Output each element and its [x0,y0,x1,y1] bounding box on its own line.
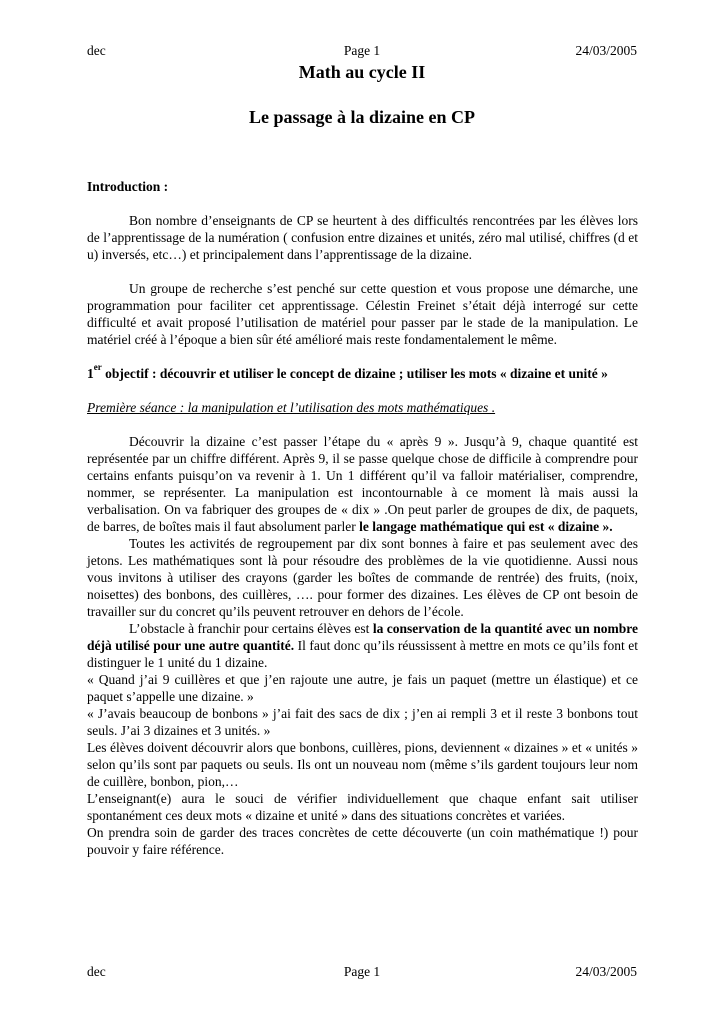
header-page-number: Page 1 [343,43,381,58]
footer-date: 24/03/2005 [575,964,637,979]
page-header [87,43,637,61]
header-date: 24/03/2005 [575,43,637,58]
document-title: Math au cycle II [298,62,426,82]
footer-author: dec [87,964,106,979]
objective-superscript: er [93,362,102,372]
p5-text-start: L’obstacle à franchir pour certains élèves est [129,621,373,636]
body-paragraph-5 [87,620,638,671]
intro-paragraph-1: Bon nombre d’enseignants de CP se heurtent à des difficultés rencontrées par les élèves lors de l’apprentissage de la numération ( confusion entre dizaines et unités, zéro mal utilisé, chiffres (d et u) inversés, etc…) et principalement dans l’apprentissage de la dizaine. [87,213,638,262]
header-author: dec [87,43,106,58]
intro-paragraph-2: Un groupe de recherche s’est penché sur cette question et vous propose une démarche, une programmation pour faciliter cet apprentissage. Célestin Freinet s’était déjà interrogé sur cette difficulté et avait proposé l’utilisation de matériel pour passer par le stade de la manipulation. Le matériel créé à l’époque a bien sûr été amélioré mais reste fondamentalement le même. [87,281,638,347]
body-paragraph-9: L’enseignant(e) aura le souci de vérifier individuellement que chaque enfant sait utiliser spontanément ces deux mots « dizaine et unité » dans des situations concrètes et variées. [87,791,638,823]
body-paragraph-8: Les élèves doivent découvrir alors que bonbons, cuillères, pions, deviennent « dizaines » et « unités » selon qu’ils sont par paquets ou seuls. Ils ont un nouveau nom (même s’ils gardent toujours leur nom de cuillère, bonbon, pion,… [87,740,638,789]
body-paragraph-4: Toutes les activités de regroupement par dix sont bonnes à faire et pas seulement avec des jetons. Les mathématiques sont là pour résoudre des problèmes de la vie quotidienne. Aussi nous vous invitons à utiliser des crayons (garder les boîtes de commande de rentrée) des fruits, (noix, noisettes) des bonbons, des cuillères, …. pour former des dizaines. Les élèves de CP ont besoin de travailler sur du concret qu’ils peuvent retrouver en dehors de l’école. [87,536,638,619]
p5-text-end: Il faut donc qu’ils réussissent à mettre en mots ce qu’ils font et distinguer le 1 unité du 1 dizaine. [87,638,638,670]
body-paragraph-3 [87,433,638,535]
objective-heading [87,362,638,382]
quote-paragraph-1: « Quand j’ai 9 cuillères et que j’en rajoute une autre, je fais un paquet (mettre un élastique) et ce paquet s’appelle une dizaine. » [87,672,638,704]
quote-paragraph-2: « J’avais beaucoup de bonbons » j’ai fait des sacs de dix ; j’en ai rempli 3 et il reste 3 bonbons tout seuls. J’ai 3 dizaines et 3 unités. » [87,706,638,738]
p3-bold-text: le langage mathématique qui est « dizaine ». [359,519,613,534]
p3-text: Découvrir la dizaine c’est passer l’étape du « après 9 ». Jusqu’à 9, chaque quantité est représentée par un chiffre différent. Après 9, il se passe quelque chose de difficile à comprendre pour certains enfants puisqu’on va revenir à 1. Un 1 différent qu’il va falloir matérialiser, comprendre, nommer, se représenter. La manipulation est incontournable à ce moment là mais aussi la verbalisation. On va fabriquer des groupes de « dix » .On peut parler de groupes de dix, de paquets, de barres, de boîtes mais il faut absolument parler [87,434,638,534]
session-heading: Première séance : la manipulation et l’utilisation des mots mathématiques . [87,400,496,415]
body-paragraph-10: On prendra soin de garder des traces concrètes de cette découverte (un coin mathématique !) pour pouvoir y faire référence. [87,825,638,857]
objective-text: objectif : découvrir et utiliser le concept de dizaine ; utiliser les mots « dizaine et unité » [101,366,608,381]
document-body [87,178,638,858]
objective-number: 1 [87,366,94,381]
page-footer [87,964,637,982]
document-subtitle: Le passage à la dizaine en CP [248,107,475,127]
p5-bold-text: la conservation de la quantité avec un nombre déjà utilisé pour une autre quantité. [87,621,638,653]
footer-page-number: Page 1 [343,964,381,979]
introduction-heading: Introduction : [87,179,169,194]
